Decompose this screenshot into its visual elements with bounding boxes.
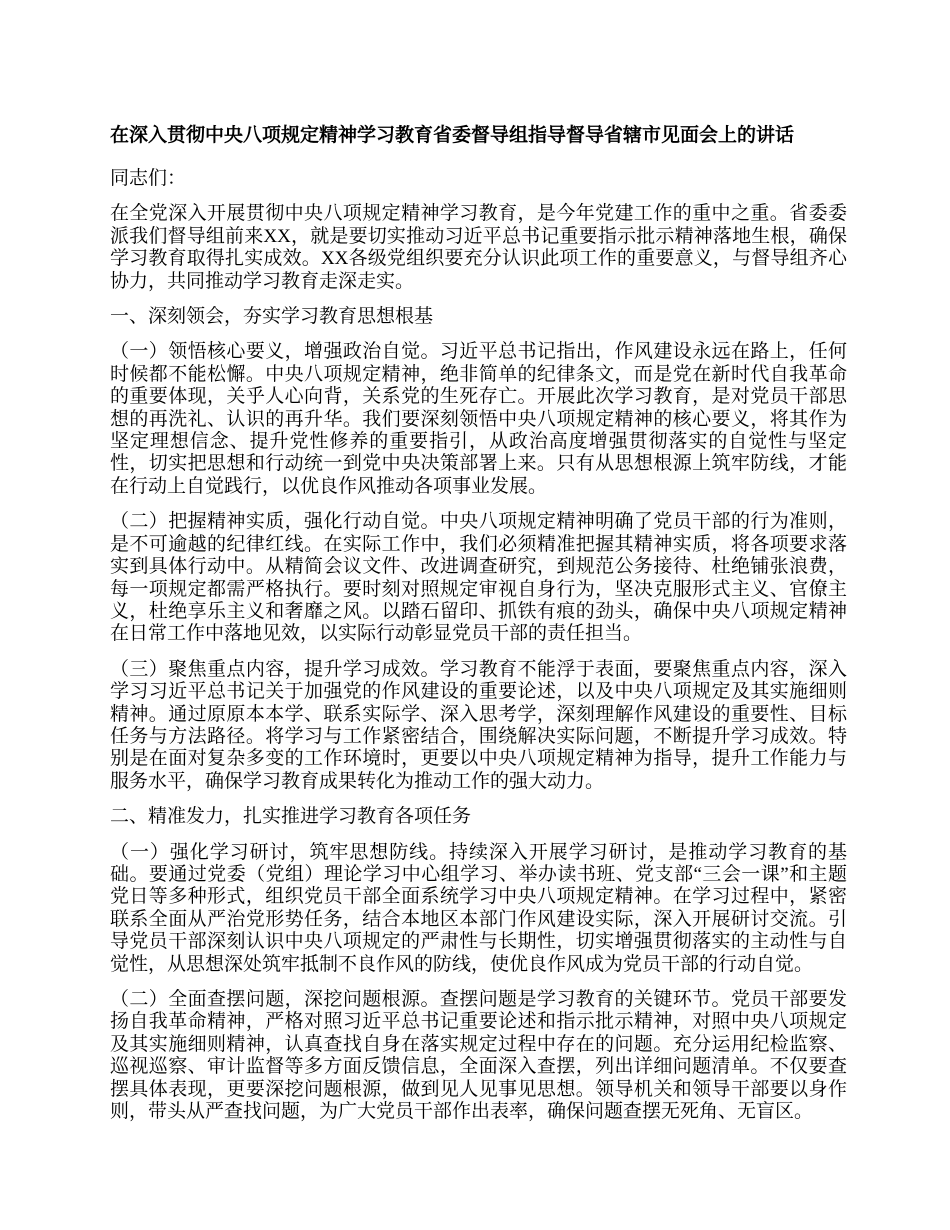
document-title: 在深入贯彻中央八项规定精神学习教育省委督导组指导督导省辖市见面会上的讲话 [110, 125, 795, 146]
paragraph-intro: 在全党深入开展贯彻中央八项规定精神学习教育，是今年党建工作的重中之重。省委委派我们督导组前来XX，就是要切实推动习近平总书记重要指示批示精神落地生根，确保学习教育取得扎实成效。XX各级党组织要充分认识此项工作的重要意义，与督导组齐心协力，共同推动学习教育走深走实。 [110, 203, 847, 292]
section-heading-1: 一、深刻领会，夯实学习教育思想根基 [110, 306, 434, 328]
paragraph-1-1: （一）领悟核心要义，增强政治自觉。习近平总书记指出，作风建设永远在路上，任何时候都不能松懈。中央八项规定精神，绝非简单的纪律条文，而是党在新时代自我革命的重要体现，关乎人心向背，关系党的生死存亡。开展此次学习教育，是对党员干部思想的再洗礼、认识的再升华。我们要深刻领悟中央八项规定精神的核心要义，将其作为坚定理想信念、提升党性修养的重要指引，从政治高度增强贯彻落实的自觉性与坚定性，切实把思想和行动统一到党中央决策部署上来。只有从思想根源上筑牢防线，才能在行动上自觉践行，以优良作风推动各项事业发展。 [110, 341, 847, 497]
paragraph-1-3: （三）聚焦重点内容，提升学习成效。学习教育不能浮于表面，要聚焦重点内容，深入学习习近平总书记关于加强党的作风建设的重要论述，以及中央八项规定及其实施细则精神。通过原原本本学、联系实际学、深入思考学，深刻理解作风建设的重要性、目标任务与方法路径。将学习与工作紧密结合，围绕解决实际问题，不断提升学习成效。特别是在面对复杂多变的工作环境时，更要以中央八项规定精神为指导，提升工作能力与服务水平，确保学习教育成果转化为推动工作的强大动力。 [110, 658, 847, 792]
section-heading-2: 二、精准发力，扎实推进学习教育各项任务 [110, 806, 472, 828]
paragraph-2-1: （一）强化学习研讨，筑牢思想防线。持续深入开展学习研讨，是推动学习教育的基础。要通过党委（党组）理论学习中心组学习、举办读书班、党支部“三会一课”和主题党日等多种形式，组织党员干部全面系统学习中央八项规定精神。在学习过程中，紧密联系全面从严治党形势任务，结合本地区本部门作风建设实际，深入开展研讨交流。引导党员干部深刻认识中央八项规定的严肃性与长期性，切实增强贯彻落实的主动性与自觉性，从思想深处筑牢抵制不良作风的防线，使优良作风成为党员干部的行动自觉。 [110, 841, 847, 975]
paragraph-2-2: （二）全面查摆问题，深挖问题根源。查摆问题是学习教育的关键环节。党员干部要发扬自我革命精神，严格对照习近平总书记重要论述和指示批示精神，对照中央八项规定及其实施细则精神，认真查找自身在落实规定过程中存在的问题。充分运用纪检监察、巡视巡察、审计监督等多方面反馈信息，全面深入查摆，列出详细问题清单。不仅要查摆具体表现，更要深挖问题根源，做到见人见事见思想。领导机关和领导干部要以身作则，带头从严查找问题，为广大党员干部作出表率，确保问题查摆无死角、无盲区。 [110, 989, 847, 1123]
paragraph-1-2: （二）把握精神实质，强化行动自觉。中央八项规定精神明确了党员干部的行为准则，是不可逾越的纪律红线。在实际工作中，我们必须精准把握其精神实质，将各项要求落实到具体行动中。从精简会议文件、改进调查研究，到规范公务接待、杜绝铺张浪费，每一项规定都需严格执行。要时刻对照规定审视自身行为，坚决克服形式主义、官僚主义，杜绝享乐主义和奢靡之风。以踏石留印、抓铁有痕的劲头，确保中央八项规定精神在日常工作中落地见效，以实际行动彰显党员干部的责任担当。 [110, 511, 847, 645]
salutation: 同志们： [110, 168, 187, 189]
